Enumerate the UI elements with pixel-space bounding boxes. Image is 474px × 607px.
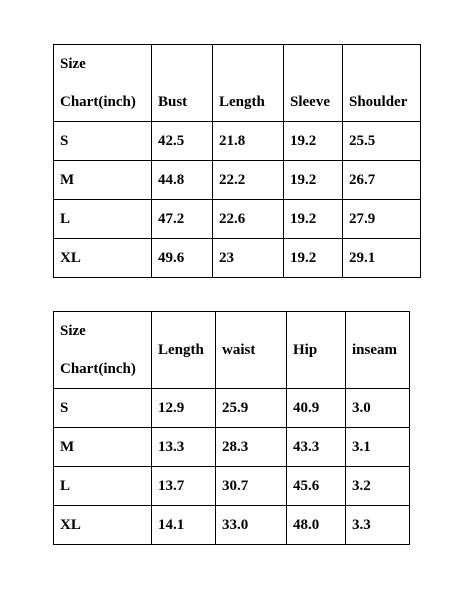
size-header-line-1: Size — [60, 56, 86, 72]
table-cell: 21.8 — [213, 122, 284, 161]
column-header-inseam: inseam — [346, 312, 410, 389]
size-chart-header-cell — [54, 312, 152, 389]
table-cell: 49.6 — [152, 239, 213, 278]
table-cell: 27.9 — [343, 200, 421, 239]
table-cell: 3.3 — [346, 506, 410, 545]
table-cell: 29.1 — [343, 239, 421, 278]
table-cell: 43.3 — [287, 428, 346, 467]
table-cell: 42.5 — [152, 122, 213, 161]
table-cell: 12.9 — [152, 389, 216, 428]
table-cell: 25.9 — [216, 389, 287, 428]
table-cell: 26.7 — [343, 161, 421, 200]
table-cell: 47.2 — [152, 200, 213, 239]
table-cell: 25.5 — [343, 122, 421, 161]
table-row — [54, 389, 410, 428]
table-row — [54, 467, 410, 506]
table-cell-size: S — [54, 389, 152, 428]
table-cell-size: L — [54, 467, 152, 506]
table-cell-size: M — [54, 161, 152, 200]
column-header-sleeve: Sleeve — [284, 45, 343, 122]
column-header-shoulder: Shoulder — [343, 45, 421, 122]
table-header-row — [54, 45, 421, 122]
size-header-line-1: Size — [60, 323, 86, 339]
table-cell: 3.2 — [346, 467, 410, 506]
table-cell: 22.6 — [213, 200, 284, 239]
table-cell: 28.3 — [216, 428, 287, 467]
table-cell: 19.2 — [284, 239, 343, 278]
table-row — [54, 200, 421, 239]
table-cell: 44.8 — [152, 161, 213, 200]
table-cell: 13.3 — [152, 428, 216, 467]
column-header-length: Length — [213, 45, 284, 122]
column-header-hip: Hip — [287, 312, 346, 389]
column-header-bust: Bust — [152, 45, 213, 122]
table-cell: 14.1 — [152, 506, 216, 545]
size-chart-header-cell — [54, 45, 152, 122]
table-cell: 13.7 — [152, 467, 216, 506]
column-header-waist: waist — [216, 312, 287, 389]
table-cell: 22.2 — [213, 161, 284, 200]
table-cell: 45.6 — [287, 467, 346, 506]
size-header-line-2: Chart(inch) — [60, 361, 136, 377]
size-chart-table-top — [53, 44, 421, 278]
size-header-line-2: Chart(inch) — [60, 94, 136, 110]
size-chart-table-bottom — [53, 311, 410, 545]
table-cell-size: L — [54, 200, 152, 239]
table-cell: 30.7 — [216, 467, 287, 506]
column-header-length: Length — [152, 312, 216, 389]
table-cell-size: S — [54, 122, 152, 161]
table-cell: 19.2 — [284, 122, 343, 161]
table-cell-size: XL — [54, 506, 152, 545]
table-cell: 19.2 — [284, 161, 343, 200]
table-cell: 19.2 — [284, 200, 343, 239]
table-cell: 33.0 — [216, 506, 287, 545]
table-cell: 23 — [213, 239, 284, 278]
table-row — [54, 122, 421, 161]
table-row — [54, 428, 410, 467]
table-cell-size: M — [54, 428, 152, 467]
table-row — [54, 239, 421, 278]
table-row — [54, 506, 410, 545]
table-header-row — [54, 312, 410, 389]
table-cell-size: XL — [54, 239, 152, 278]
table-row — [54, 161, 421, 200]
table-cell: 3.0 — [346, 389, 410, 428]
table-cell: 3.1 — [346, 428, 410, 467]
table-cell: 48.0 — [287, 506, 346, 545]
table-cell: 40.9 — [287, 389, 346, 428]
